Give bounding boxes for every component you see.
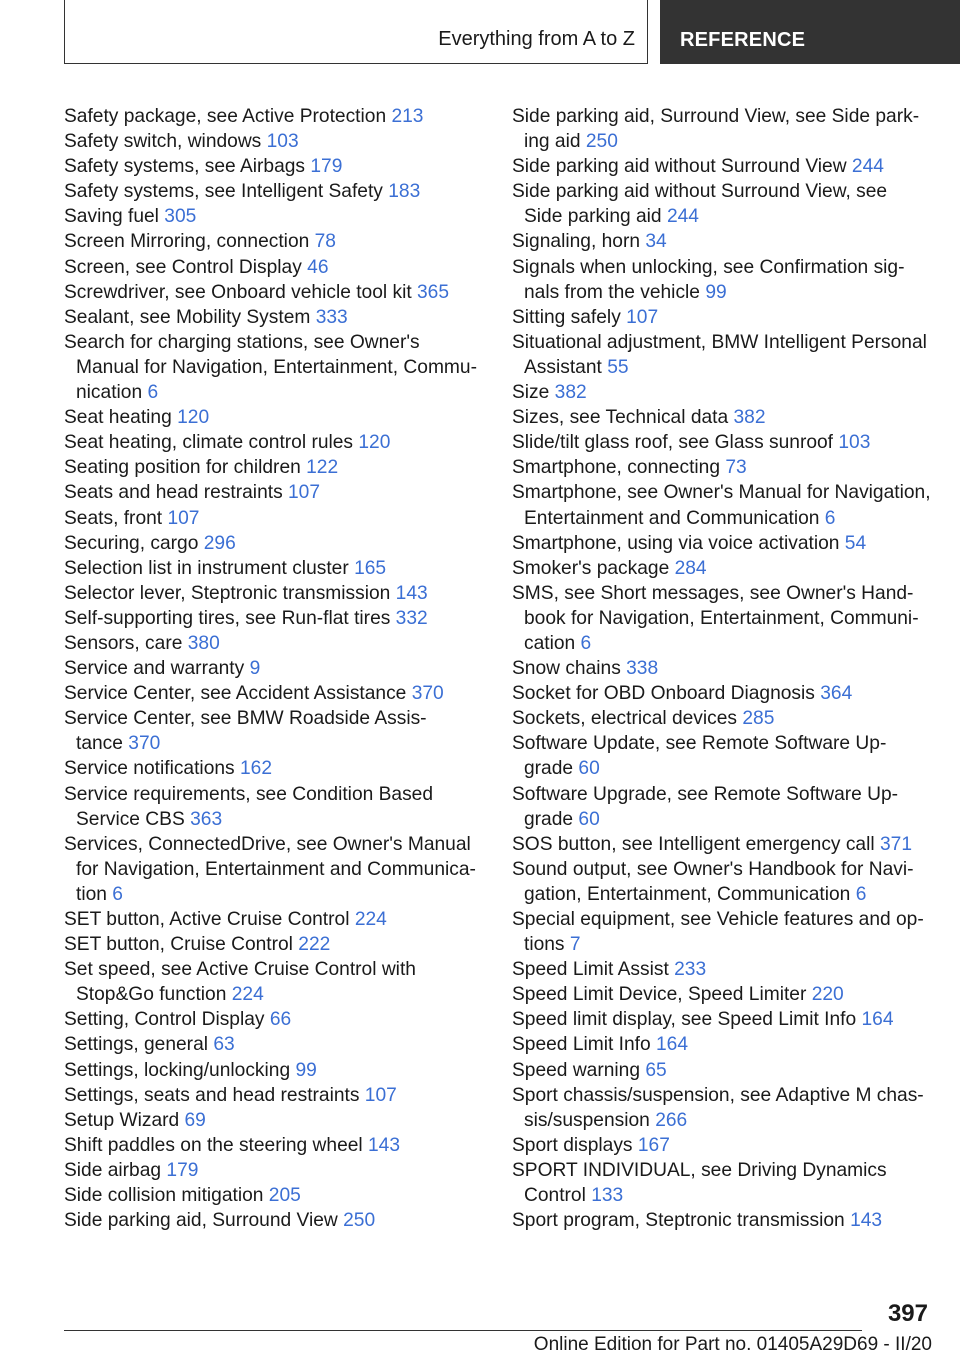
index-entry-text: Service CBS (76, 808, 185, 830)
index-entry (64, 154, 484, 179)
index-entry-text: Shift paddles on the steering wheel (64, 1134, 363, 1156)
index-entry (512, 1032, 932, 1057)
page-reference-link[interactable]: 66 (269, 1009, 292, 1031)
page-reference-link[interactable]: 333 (315, 306, 348, 328)
index-entry (512, 455, 932, 480)
index-entry (64, 756, 484, 781)
index-entry-text: grade (524, 808, 574, 830)
index-entry-text: Signals when unlocking, see Confirmation sig- (512, 256, 905, 278)
index-entry-text: Settings, locking/unlocking (64, 1059, 291, 1081)
index-entry (64, 782, 484, 832)
page-reference-link[interactable]: 363 (190, 808, 223, 830)
index-entry (64, 229, 484, 254)
page-reference-link[interactable]: 250 (585, 131, 618, 153)
index-entry (64, 1083, 484, 1108)
index-entry (512, 556, 932, 581)
index-entry-text: Saving fuel (64, 206, 159, 228)
index-entry (512, 982, 932, 1007)
index-entry-text: Smartphone, connecting (512, 457, 720, 479)
index-entry-text: tion (76, 883, 107, 905)
index-entry (512, 1158, 932, 1208)
index-entry (512, 480, 932, 530)
index-entry-text: Selection list in instrument cluster (64, 557, 349, 579)
index-entry (64, 631, 484, 656)
index-entry (64, 957, 484, 1007)
page-reference-link[interactable]: 6 (855, 883, 867, 905)
index-entry (64, 1032, 484, 1057)
page-reference-link[interactable]: 370 (411, 683, 444, 705)
index-entry-text: Software Update, see Remote Software Up- (512, 733, 887, 755)
index-entry-text: Search for charging stations, see Owner's (64, 331, 420, 353)
index-entry-text: Slide/tilt glass roof, see Glass sunroof (512, 432, 834, 454)
header-section-box (64, 0, 648, 64)
index-entry-text: Side parking aid (524, 206, 662, 228)
index-entry (64, 104, 484, 129)
index-entry (64, 531, 484, 556)
footer-edition-text: Online Edition for Part no. 01405A29D69 - II/20 (533, 1334, 932, 1355)
index-entry (512, 255, 932, 305)
index-entry-text: Sport displays (512, 1134, 633, 1156)
page-reference-link[interactable]: 107 (626, 306, 659, 328)
index-entry-text: Speed Limit Info (512, 1034, 651, 1056)
page-reference-link[interactable]: 365 (417, 281, 450, 303)
page-reference-link[interactable]: 165 (354, 557, 387, 579)
index-entry-text: Side parking aid without Surround View (512, 156, 847, 178)
page-reference-link[interactable]: 220 (811, 984, 844, 1006)
page-reference-link[interactable]: 103 (266, 131, 299, 153)
index-entry (64, 1133, 484, 1158)
index-entry-text: Assistant (524, 356, 602, 378)
index-entry (512, 531, 932, 556)
index-entry (512, 656, 932, 681)
page-reference-link[interactable]: 46 (307, 256, 329, 278)
page-reference-link[interactable]: 183 (388, 181, 421, 203)
page-reference-link[interactable]: 143 (368, 1134, 401, 1156)
index-entry-text: Service and warranty (64, 658, 245, 680)
index-entry-text: Seating position for children (64, 457, 301, 479)
index-entry-text: Speed limit display, see Speed Limit Info (512, 1009, 857, 1031)
page-reference-link[interactable]: 143 (850, 1210, 883, 1232)
index-entry-text: for Navigation, Entertainment and Communica- (76, 858, 476, 880)
index-entry-text: SET button, Cruise Control (64, 934, 293, 956)
index-entry-text: Service notifications (64, 758, 235, 780)
index-entry (64, 480, 484, 505)
index-entry (64, 506, 484, 531)
index-entry-text: Safety systems, see Intelligent Safety (64, 181, 383, 203)
index-entry-text: sis/suspension (524, 1109, 650, 1131)
page-reference-link[interactable]: 6 (112, 883, 123, 905)
page-reference-link[interactable]: 224 (231, 984, 264, 1006)
page-reference-link[interactable]: 99 (705, 281, 727, 303)
index-entry-text: Socket for OBD Onboard Diagnosis (512, 683, 815, 705)
index-entry-text: Service Center, see Accident Assistance (64, 683, 407, 705)
index-column-left (64, 104, 484, 1233)
page-reference-link[interactable]: 34 (645, 231, 667, 253)
index-entry (64, 656, 484, 681)
index-entry-text: Sound output, see Owner's Handbook for Navi- (512, 858, 914, 880)
index-entry-text: Seat heating (64, 407, 172, 429)
index-entry-text: nication (76, 382, 143, 404)
index-entry-text: Safety package, see Active Protection (64, 106, 387, 127)
index-entry (512, 857, 932, 907)
index-entry-text: SPORT INDIVIDUAL, see Driving Dynamics (512, 1159, 887, 1181)
page-reference-link[interactable]: 63 (213, 1034, 235, 1056)
index-entry (64, 1208, 484, 1233)
index-entry (512, 1208, 932, 1233)
index-entry-text: Speed Limit Device, Speed Limiter (512, 984, 807, 1006)
index-entry (64, 681, 484, 706)
index-entry (64, 1058, 484, 1083)
index-entry (64, 179, 484, 204)
index-entry (512, 405, 932, 430)
index-entry (64, 556, 484, 581)
index-entry-text: Screen, see Control Display (64, 256, 302, 278)
page-reference-link[interactable]: 250 (343, 1210, 376, 1232)
page-reference-link[interactable]: 54 (844, 532, 867, 554)
index-entry-text: Manual for Navigation, Entertainment, Commu- (76, 356, 477, 378)
index-entry-text: Smartphone, see Owner's Manual for Navigation, (512, 482, 931, 504)
index-entry-text: Side airbag (64, 1159, 162, 1181)
index-entry (512, 706, 932, 731)
page-reference-link[interactable]: 370 (128, 733, 161, 755)
page-reference-link[interactable]: 305 (164, 206, 197, 228)
index-entry (512, 104, 932, 154)
index-entry-text: Stop&Go function (76, 984, 227, 1006)
page-reference-link[interactable]: 120 (358, 432, 391, 454)
page-reference-link[interactable]: 73 (725, 457, 747, 479)
page-reference-link[interactable]: 60 (578, 808, 600, 830)
index-entry (512, 330, 932, 380)
index-entry-text: Software Upgrade, see Remote Software Up- (512, 783, 899, 805)
page-reference-link[interactable]: 364 (820, 683, 853, 705)
page-reference-link[interactable]: 380 (187, 632, 220, 654)
page-reference-link[interactable]: 222 (298, 934, 331, 956)
page-reference-link[interactable]: 107 (167, 507, 200, 529)
page-reference-link[interactable]: 296 (203, 532, 236, 554)
index-entry-text: Side collision mitigation (64, 1185, 264, 1207)
index-entry (512, 179, 932, 229)
page-reference-link[interactable]: 167 (637, 1134, 670, 1156)
page-reference-link[interactable]: 103 (838, 432, 871, 454)
index-entry-text: Side parking aid, Surround View, see Side park- (512, 106, 920, 127)
index-entry (512, 229, 932, 254)
index-entry (512, 731, 932, 781)
index-entry-text: Special equipment, see Vehicle features and op- (512, 909, 924, 930)
page-reference-link[interactable]: 382 (554, 382, 587, 404)
page-reference-link[interactable]: 284 (674, 557, 707, 579)
page-reference-link[interactable]: 6 (147, 382, 159, 404)
page-reference-link[interactable]: 285 (742, 708, 775, 730)
index-entry-text: ing aid (524, 131, 581, 153)
page-reference-link[interactable]: 6 (580, 632, 592, 654)
index-entry-text: Service requirements, see Condition Based (64, 783, 434, 805)
index-entry-text: Entertainment and Communication (524, 507, 820, 529)
index-entry-text: book for Navigation, Entertainment, Communi- (524, 607, 919, 629)
index-entry (512, 380, 932, 405)
index-entry (512, 581, 932, 656)
index-entry (512, 907, 932, 957)
page-reference-link[interactable]: 55 (607, 356, 629, 378)
index-entry (64, 1007, 484, 1032)
index-entry-text: Side parking aid without Surround View, see (512, 181, 888, 203)
index-entry (64, 1108, 484, 1133)
page-reference-link[interactable]: 179 (310, 156, 343, 178)
page-reference-link[interactable]: 244 (851, 156, 884, 178)
index-entry (64, 430, 484, 455)
index-entry-text: Speed Limit Assist (512, 959, 669, 981)
page-reference-link[interactable]: 382 (733, 407, 766, 429)
page-reference-link[interactable]: 332 (395, 607, 428, 629)
header-tab-label: REFERENCE (680, 29, 806, 51)
index-entry-text: Control (524, 1185, 586, 1207)
page-reference-link[interactable]: 244 (666, 206, 699, 228)
page-reference-link[interactable]: 213 (391, 106, 424, 127)
index-entry-text: Sport chassis/suspension, see Adaptive M chas- (512, 1084, 924, 1106)
index-entry (64, 606, 484, 631)
index-entry (512, 1058, 932, 1083)
header-section-title: Everything from A to Z (438, 28, 635, 50)
index-entry-text: Services, ConnectedDrive, see Owner's Manual (64, 833, 471, 855)
index-entry (64, 706, 484, 756)
page-reference-link[interactable]: 107 (288, 482, 321, 504)
index-entry-text: Snow chains (512, 658, 621, 680)
page-reference-link[interactable]: 7 (569, 934, 581, 956)
index-entry-text: Speed warning (512, 1059, 641, 1081)
index-entry-text: Side parking aid, Surround View (64, 1210, 338, 1232)
index-entry-text: tance (76, 733, 123, 755)
index-entry-text: Seats and head restraints (64, 482, 283, 504)
index-entry-text: Safety systems, see Airbags (64, 156, 306, 178)
index-entry (64, 255, 484, 280)
index-entry (512, 1133, 932, 1158)
index-entry-text: cation (524, 632, 576, 654)
page-reference-link[interactable]: 99 (295, 1059, 317, 1081)
index-entry (64, 305, 484, 330)
page-reference-link[interactable]: 143 (395, 582, 428, 604)
index-entry (512, 957, 932, 982)
index-entry-text: Screwdriver, see Onboard vehicle tool kit (64, 281, 412, 303)
index-entry-text: Setting, Control Display (64, 1009, 265, 1031)
index-entry-text: Service Center, see BMW Roadside Assis- (64, 708, 427, 730)
index-entry-text: Smartphone, using via voice activation (512, 532, 840, 554)
page-reference-link[interactable]: 6 (824, 507, 836, 529)
page-reference-link[interactable]: 371 (879, 833, 912, 855)
page-reference-link[interactable]: 164 (656, 1034, 689, 1056)
index-entry-text: Settings, general (64, 1034, 208, 1056)
index-entry-text: Size (512, 382, 550, 404)
index-entry (64, 405, 484, 430)
header-tab (660, 0, 960, 64)
page-reference-link[interactable]: 162 (239, 758, 272, 780)
index-entry-text: Self-supporting tires, see Run-flat tires (64, 607, 391, 629)
index-entry-text: Seat heating, climate control rules (64, 432, 354, 454)
index-entry-text: SET button, Active Cruise Control (64, 909, 350, 930)
index-entry-text: Setup Wizard (64, 1109, 180, 1131)
page-reference-link[interactable]: 69 (184, 1109, 206, 1131)
index-entry-text: Screen Mirroring, connection (64, 231, 310, 253)
index-entry (64, 330, 484, 405)
page-reference-link[interactable]: 9 (249, 658, 261, 680)
page-reference-link[interactable]: 266 (655, 1109, 688, 1131)
index-entry (512, 832, 932, 857)
index-entry-text: Selector lever, Steptronic transmission (64, 582, 391, 604)
index-entry-text: Smoker's package (512, 557, 670, 579)
index-entry-text: gation, Entertainment, Communication (524, 883, 851, 905)
index-entry (64, 455, 484, 480)
index-column-right (512, 104, 932, 1233)
page-reference-link[interactable]: 107 (364, 1084, 397, 1106)
index-entry-text: SOS button, see Intelligent emergency call (512, 833, 875, 855)
index-entry (512, 305, 932, 330)
index-entry-text: Sensors, care (64, 632, 183, 654)
index-entry-text: tions (524, 934, 565, 956)
index-entry (512, 1007, 932, 1032)
page-reference-link[interactable]: 122 (306, 457, 339, 479)
index-entry (64, 932, 484, 957)
index-entry (512, 154, 932, 179)
index-entry-text: Set speed, see Active Cruise Control with (64, 959, 416, 981)
index-entry-text: Situational adjustment, BMW Intelligent Personal (512, 331, 927, 353)
index-entry (64, 581, 484, 606)
index-entry-text: SMS, see Short messages, see Owner's Hand- (512, 582, 914, 604)
index-entry-text: Sealant, see Mobility System (64, 306, 311, 328)
index-entry (64, 1158, 484, 1183)
page-reference-link[interactable]: 60 (578, 758, 600, 780)
page-reference-link[interactable]: 179 (166, 1159, 199, 1181)
index-entry (64, 1183, 484, 1208)
index-entry (64, 204, 484, 229)
page-reference-link[interactable]: 65 (645, 1059, 667, 1081)
page-reference-link[interactable]: 224 (354, 909, 387, 930)
index-entry (64, 907, 484, 932)
index-entry-text: Safety switch, windows (64, 131, 262, 153)
index-entry-text: Sizes, see Technical data (512, 407, 729, 429)
footer-divider (64, 1330, 862, 1331)
index-entry (512, 782, 932, 832)
page-reference-link[interactable]: 78 (314, 231, 336, 253)
page-reference-link[interactable]: 133 (591, 1185, 624, 1207)
page-reference-link[interactable]: 233 (674, 959, 707, 981)
index-entry-text: Settings, seats and head restraints (64, 1084, 360, 1106)
index-entry-text: Securing, cargo (64, 532, 199, 554)
index-entry-text: Sport program, Steptronic transmission (512, 1210, 845, 1232)
page-reference-link[interactable]: 164 (861, 1009, 894, 1031)
index-entry-text: nals from the vehicle (524, 281, 700, 303)
index-entry (64, 280, 484, 305)
index-entry (512, 1083, 932, 1133)
index-entry-text: Seats, front (64, 507, 163, 529)
index-entry (512, 681, 932, 706)
index-entry-text: grade (524, 758, 574, 780)
page-reference-link[interactable]: 338 (626, 658, 659, 680)
page-number: 397 (887, 1300, 928, 1327)
page-reference-link[interactable]: 205 (268, 1185, 301, 1207)
index-entry (64, 129, 484, 154)
index-entry (512, 430, 932, 455)
index-entry-text: Signaling, horn (512, 231, 641, 253)
index-entry-text: Sockets, electrical devices (512, 708, 738, 730)
index-entry-text: Sitting safely (512, 306, 621, 328)
page-reference-link[interactable]: 120 (177, 407, 210, 429)
index-entry (64, 832, 484, 907)
